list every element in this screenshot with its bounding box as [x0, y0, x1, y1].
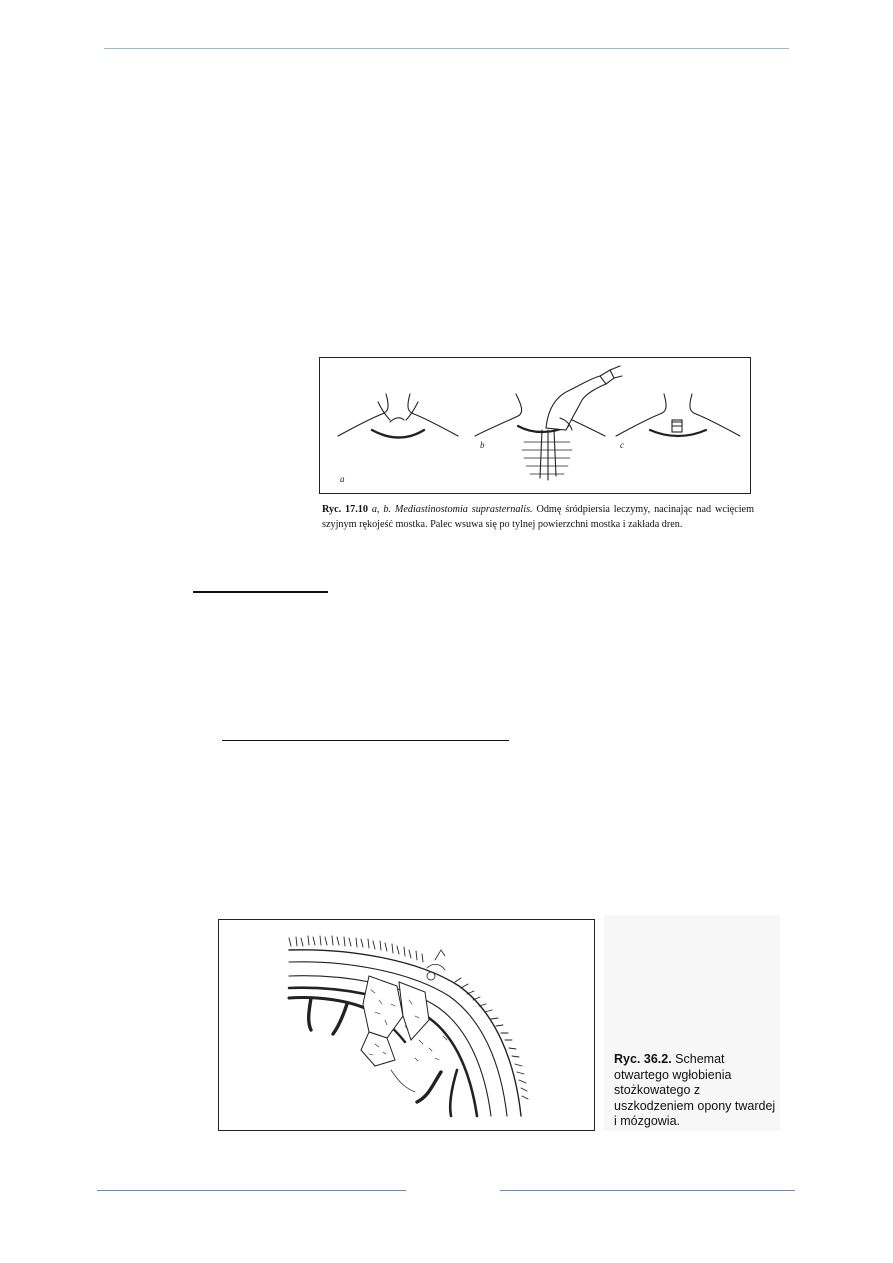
figure1-caption [322, 502, 754, 532]
panel-label-b: b [480, 440, 485, 450]
figure1-caption-panel-refs: a, b. [371, 504, 391, 515]
figure-skull-depression [218, 919, 595, 1131]
header-rule [104, 48, 789, 49]
figure-mediastinostomy [319, 357, 751, 494]
figure1-caption-term: Mediastinostomia suprasternalis. [394, 504, 533, 515]
panel-label-a: a [340, 474, 345, 484]
mediastinostomy-illustration [320, 358, 752, 495]
figure2-caption [614, 1052, 779, 1130]
figure2-caption-panel [604, 915, 780, 1131]
footer-rule-left [97, 1190, 406, 1191]
figure2-caption-label: Ryc. 36.2. [614, 1052, 672, 1066]
subheading-underline [222, 740, 509, 741]
skull-depression-illustration [219, 920, 595, 1131]
figure2-caption-text: Schemat otwartego wgłobienia stożkowatego z uszkodzeniem opony twardej i mózgowia. [614, 1052, 776, 1128]
figure1-caption-text: Odmę śródpiersia leczymy, nacinając nad wcięciem szyjnym rękojeść mostka. Palec wsuwa się po tylnej powierzchni mostka i zakłada dren. [322, 504, 754, 530]
heading-underline [193, 591, 328, 593]
footer-rule-right [500, 1190, 795, 1191]
figure1-caption-label: Ryc. 17.10 [322, 504, 368, 515]
panel-label-c: c [620, 440, 624, 450]
